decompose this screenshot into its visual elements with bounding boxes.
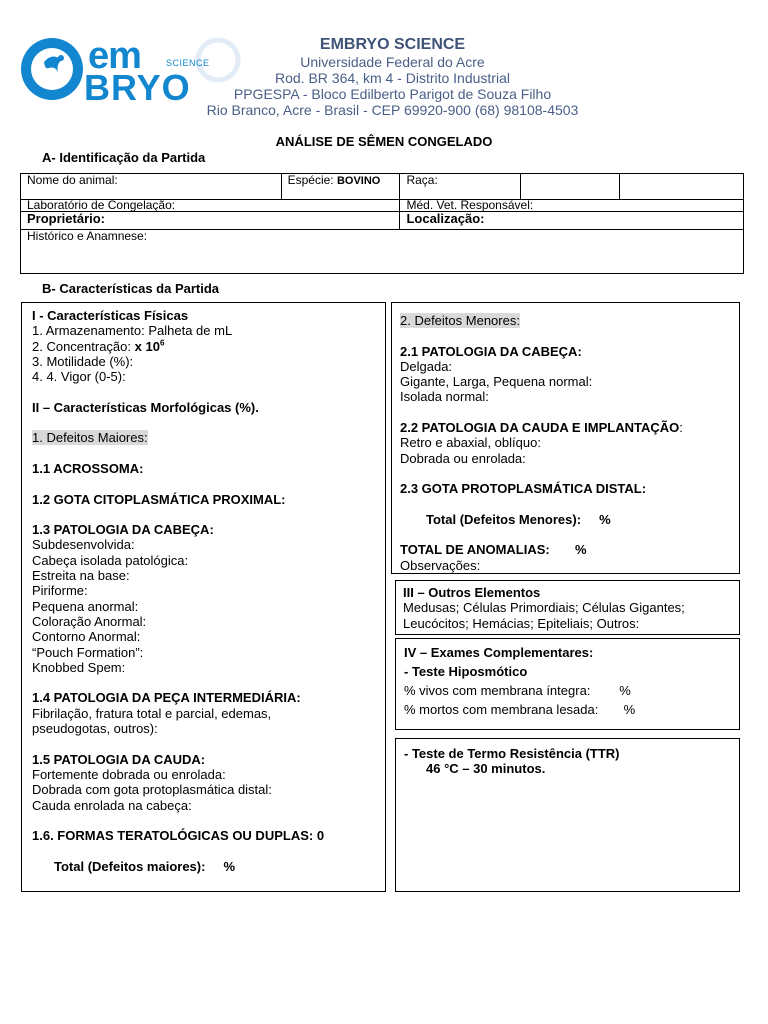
head-item: Pequena anormal: [32,598,139,614]
acrosome-heading: 1.1 ACROSSOMA: [32,460,144,476]
head-item: Cabeça isolada patológica: [32,552,189,568]
blank-cell[interactable] [620,174,744,200]
species-value: BOVINO [336,175,381,187]
head-item: Piriforme: [32,583,88,599]
hyposmotic-test: - Teste Hiposmótico [404,664,528,679]
logo-bryo-text: BRYO [84,67,191,108]
history-field[interactable] [21,230,744,274]
concentration-item [32,339,380,354]
midpiece-heading: 1.4 PATOLOGIA DA PEÇA INTERMEDIÁRIA: [32,690,301,706]
section-b-title: B- Características da Partida [42,281,220,296]
logo-em-text: em [88,36,141,77]
minor-head-item: Delgada: [400,358,453,374]
other-elements-title: III – Outros Elementos [403,585,541,600]
institution-block: PPGESPA - Bloco Edilberto Parigot de Souza Filho [233,86,552,102]
head-item: “Pouch Formation”: [32,644,144,660]
storage-item: 1. Armazenamento: Palheta de mL [32,323,233,339]
total-anomalies: TOTAL DE ANOMALIAS: % [400,542,587,558]
total-major-defects: Total (Defeitos maiores): % [54,858,236,874]
complementary-exams-box [395,638,740,730]
animal-name-field[interactable] [21,174,282,200]
history-label: Histórico e Anamnese: [27,229,148,243]
total-minor-defects: Total (Defeitos Menores): % [426,511,611,527]
ttr-title: - Teste de Termo Resistência (TTR) [404,746,620,761]
major-defects-heading: 1. Defeitos Maiores: [32,430,148,446]
location-field[interactable] [400,212,744,230]
distal-droplet-heading: 2.3 GOTA PROTOPLASMÁTICA DISTAL: [400,481,647,497]
other-elements-text: Leucócitos; Hemácias; Epiteliais; Outros: [403,615,640,631]
minor-tail-heading: 2.2 PATOLOGIA DA CAUDA E IMPLANTAÇÃO: [400,420,683,436]
minor-defects-heading: 2. Defeitos Menores: [400,313,520,328]
minor-defects-box [391,302,740,574]
institution-contact: Rio Branco, Acre - Brasil - CEP 69920-900 (68) 98108-4503 [206,102,579,118]
tail-pathology-heading: 1.5 PATOLOGIA DA CAUDA: [32,751,206,767]
midpiece-item: pseudogotas, outros): [32,721,158,737]
minor-head-item: Isolada normal: [400,389,489,405]
document-title: ANÁLISE DE SÊMEN CONGELADO [275,134,493,149]
lab-label: Laboratório de Congelação: [27,198,176,212]
morphology-title: II – Características Morfológicas (%). [32,399,259,415]
concentration-value: x 10 [134,338,160,354]
minor-tail-item: Dobrada ou enrolada: [400,450,526,466]
identification-table [20,173,744,274]
ttr-box [395,738,740,892]
concentration-exponent: 6 [159,338,165,348]
breed-field[interactable] [400,174,521,200]
owner-field[interactable] [21,212,400,230]
other-elements-text: Medusas; Células Primordiais; Células Gigantes; [403,600,685,616]
tail-item: Cauda enrolada na cabeça: [32,797,192,813]
tail-item: Dobrada com gota protoplasmática distal: [32,782,272,798]
blank-cell[interactable] [521,174,620,200]
species-label: Espécie: [287,173,334,187]
characteristics-box [21,302,386,892]
vet-label: Méd. Vet. Responsável: [406,198,534,212]
institution-address: Rod. BR 364, km 4 - Distrito Industrial [275,70,510,86]
physical-title: I - Características Físicas [32,308,189,323]
animal-name-label: Nome do animal: [27,173,118,187]
ttr-detail: 46 °C – 30 minutos. [426,761,546,777]
institution-university: Universidade Federal do Acre [300,54,485,70]
breed-label: Raça: [406,173,438,187]
minor-head-heading: 2.1 PATOLOGIA DA CABEÇA: [400,343,582,359]
minor-head-item: Gigante, Larga, Pequena normal: [400,374,593,390]
dead-membrane-item: % mortos com membrana lesada: % [404,702,636,717]
exams-title: IV – Exames Complementares: [404,645,594,660]
teratological-forms: 1.6. FORMAS TERATOLÓGICAS OU DUPLAS: 0 [32,828,325,844]
logo-science-text: SCIENCE [166,58,210,68]
proximal-droplet-heading: 1.2 GOTA CITOPLASMÁTICA PROXIMAL: [32,491,286,507]
lab-field[interactable] [21,200,400,212]
section-a-title: A- Identificação da Partida [42,150,206,165]
observations-label: Observações: [400,557,481,573]
head-item: Contorno Anormal: [32,629,141,645]
head-item: Subdesenvolvida: [32,537,135,553]
head-item: Estreita na base: [32,568,130,584]
head-pathology-heading: 1.3 PATOLOGIA DA CABEÇA: [32,522,214,538]
vet-field[interactable] [400,200,744,212]
motility-item: 3. Motilidade (%): [32,353,134,369]
owner-label: Proprietário: [27,211,106,226]
live-membrane-item: % vivos com membrana íntegra: % [404,683,631,698]
vigor-item: 4. 4. Vigor (0-5): [32,369,126,385]
head-item: Knobbed Spem: [32,659,126,675]
head-item: Coloração Anormal: [32,613,147,629]
species-field[interactable] [281,174,400,200]
concentration-label: 2. Concentração: [32,338,135,354]
midpiece-item: Fibrilação, fratura total e parcial, edemas, [32,705,272,721]
institution-title: EMBRYO SCIENCE [319,36,466,53]
tail-item: Fortemente dobrada ou enrolada: [32,766,226,782]
other-elements-box [395,580,740,635]
location-label: Localização: [406,211,485,226]
minor-tail-item: Retro e abaxial, oblíquo: [400,435,541,451]
